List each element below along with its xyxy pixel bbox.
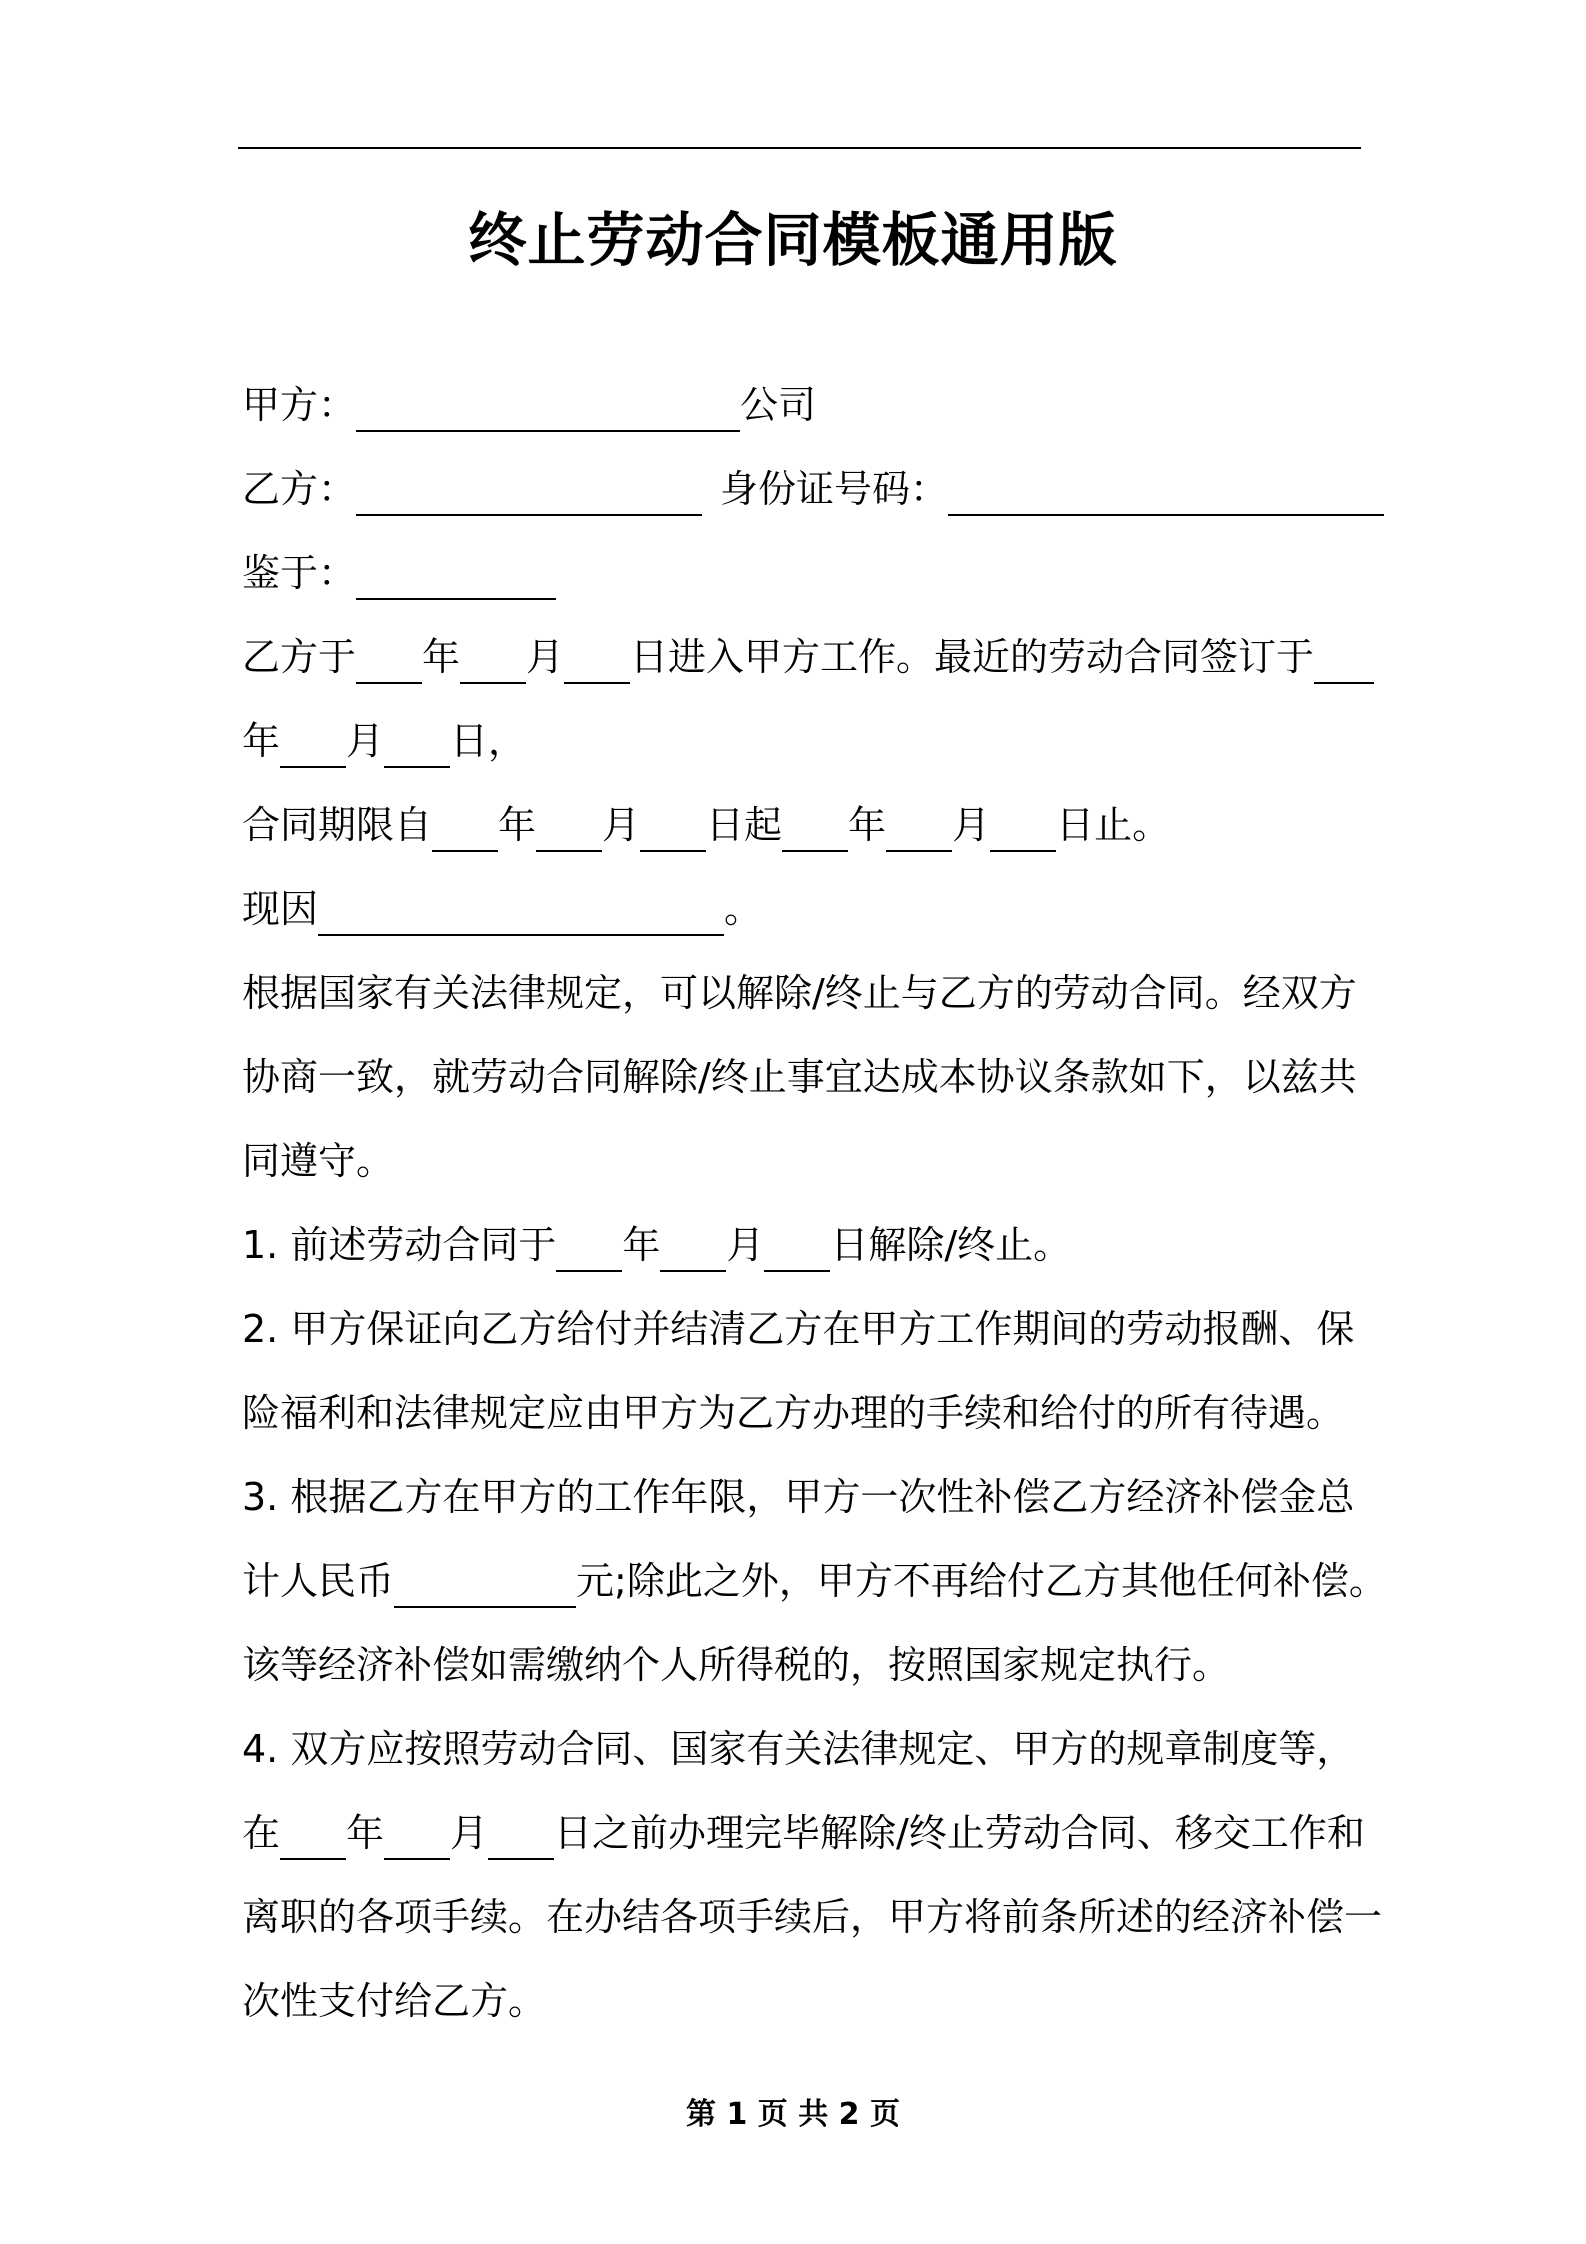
id-label: 身份证号码： [720, 467, 949, 511]
clause-4-line: 次性支付给乙方。 [242, 1979, 547, 2023]
id-blank [948, 468, 1384, 516]
reason-blank [318, 888, 724, 936]
clause-2-line: 2. 甲方保证向乙方给付并结清乙方在甲方工作期间的劳动报酬、保 [242, 1307, 1355, 1351]
text-segment: 日解除/终止。 [830, 1223, 1072, 1267]
document-body [242, 363, 1387, 2043]
text-segment: 在 [242, 1811, 281, 1855]
entry-date-line [242, 615, 1362, 699]
text-segment: 年 [346, 1811, 385, 1855]
text-segment: 年 [622, 1223, 661, 1267]
text-segment: 日止。 [1056, 803, 1171, 847]
text-segment: 元;除此之外，甲方不再给付乙方其他任何补偿。 [576, 1559, 1387, 1603]
page-number: 第 1 页 共 2 页 [686, 2097, 900, 2132]
whereas-blank [356, 552, 556, 600]
text-segment: 月 [450, 1811, 489, 1855]
clause-3-line: 该等经济补偿如需缴纳个人所得税的，按照国家规定执行。 [242, 1643, 1231, 1687]
reason-line [242, 867, 1362, 951]
paragraph-line: 根据国家有关法律规定，可以解除/终止与乙方的劳动合同。经双方 [242, 971, 1357, 1015]
text-segment: 日之前办理完毕解除/终止劳动合同、移交工作和 [554, 1811, 1365, 1855]
text-segment: 月 [726, 1223, 765, 1267]
header-rule [238, 147, 1361, 149]
party-a-blank [356, 384, 740, 432]
clause-2-line: 险福利和法律规定应由甲方为乙方办理的手续和给付的所有待遇。 [242, 1391, 1345, 1435]
text-segment: 。 [724, 887, 763, 931]
day-blank [384, 720, 450, 768]
party-b-line [242, 447, 1362, 531]
paragraph-line: 协商一致，就劳动合同解除/终止事宜达成本协议条款如下，以兹共 [242, 1055, 1357, 1099]
text-segment: 年 [848, 803, 887, 847]
party-a-line [242, 363, 1362, 447]
text-segment: 年 [498, 803, 537, 847]
text-segment: 日起 [706, 803, 783, 847]
month-blank [280, 720, 346, 768]
day-blank [564, 636, 630, 684]
text-segment: 月 [952, 803, 991, 847]
clause-3-line: 3. 根据乙方在甲方的工作年限，甲方一次性补偿乙方经济补偿金总 [242, 1475, 1355, 1519]
month-blank [460, 636, 526, 684]
party-a-suffix: 公司 [740, 383, 817, 427]
whereas-label: 鉴于： [242, 551, 357, 595]
paragraph-line: 同遵守。 [242, 1139, 395, 1183]
text-segment: 月 [526, 635, 565, 679]
party-b-label: 乙方： [242, 467, 357, 511]
year-blank [432, 804, 498, 852]
clause-4-line: 离职的各项手续。在办结各项手续后，甲方将前条所述的经济补偿一 [242, 1895, 1383, 1939]
day-blank [990, 804, 1056, 852]
day-blank [488, 1812, 554, 1860]
text-segment: 计人民币 [242, 1559, 395, 1603]
text-segment: 1. 前述劳动合同于 [242, 1223, 557, 1267]
text-segment: 年 [242, 719, 281, 763]
year-blank [556, 1224, 622, 1272]
day-blank [764, 1224, 830, 1272]
amount-blank [394, 1560, 576, 1608]
day-blank [640, 804, 706, 852]
clause-3-line [242, 1539, 1387, 1623]
party-a-label: 甲方： [242, 383, 357, 427]
text-segment: 乙方于 [242, 635, 357, 679]
term-line [242, 783, 1362, 867]
document-title: 终止劳动合同模板通用版 [468, 206, 1118, 274]
text-segment: 现因 [242, 887, 319, 931]
sign-date-line [242, 699, 1362, 783]
year-blank [280, 1812, 346, 1860]
text-segment: 月 [602, 803, 641, 847]
month-blank [384, 1812, 450, 1860]
clause-4-line [242, 1791, 1365, 1875]
month-blank [886, 804, 952, 852]
year-blank [356, 636, 422, 684]
whereas-line [242, 531, 1362, 615]
clause-1 [242, 1203, 1362, 1287]
text-segment: 月 [346, 719, 385, 763]
clause-4-line: 4. 双方应按照劳动合同、国家有关法律规定、甲方的规章制度等， [242, 1727, 1355, 1771]
text-segment: 日进入甲方工作。最近的劳动合同签订于 [630, 635, 1315, 679]
party-b-blank [356, 468, 702, 516]
text-segment: 日， [450, 719, 527, 763]
year-blank [1314, 636, 1374, 684]
month-blank [660, 1224, 726, 1272]
month-blank [536, 804, 602, 852]
text-segment: 合同期限自 [242, 803, 433, 847]
text-segment: 年 [422, 635, 461, 679]
year-blank [782, 804, 848, 852]
